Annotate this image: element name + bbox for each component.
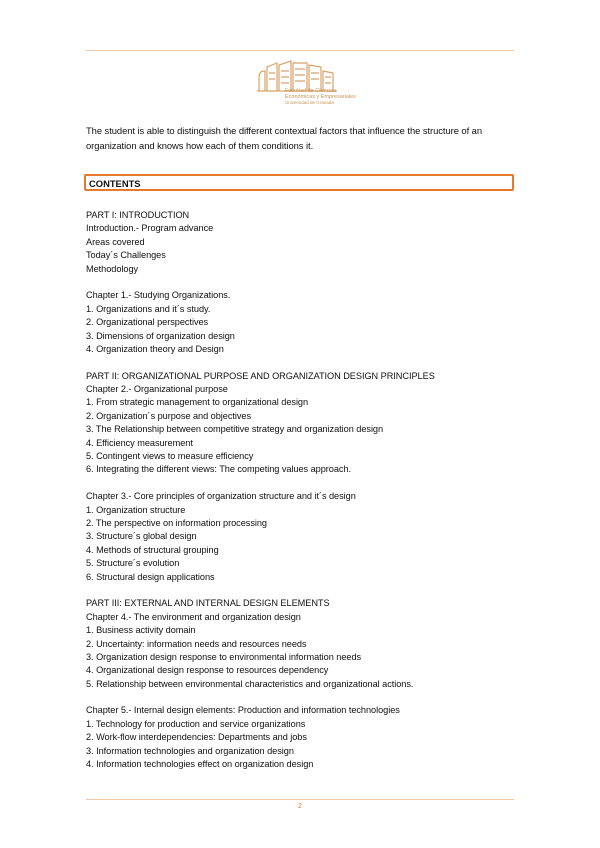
toc-line: 4. Methods of structural grouping: [86, 544, 219, 555]
toc-line: 4. Information technologies effect on organization design: [86, 759, 314, 770]
intro-paragraph: The student is able to distinguish the different contextual factors that influence the structure of an organization and knows how each of them conditions it.: [86, 125, 483, 151]
toc-line: Chapter 4.- The environment and organization design: [86, 611, 301, 622]
logo-text-line3: Universidad de Granada: [285, 100, 334, 105]
toc-spacer: [86, 477, 526, 490]
toc-line: Chapter 5.- Internal design elements: Production and information technologies: [86, 705, 400, 716]
toc-line: PART III: EXTERNAL AND INTERNAL DESIGN ELEMENTS: [86, 598, 330, 609]
toc-line: Today´s Challenges: [86, 250, 166, 261]
toc-line: PART I: INTRODUCTION: [86, 210, 190, 220]
toc-spacer: [86, 584, 526, 597]
toc-line: Chapter 1.- Studying Organizations.: [86, 290, 231, 301]
faculty-logo: [255, 59, 356, 109]
table-of-contents: [86, 209, 526, 771]
toc-line: 3. Dimensions of organization design: [86, 330, 235, 341]
contents-heading: CONTENTS: [89, 178, 141, 189]
page-number: 2: [298, 803, 302, 810]
toc-line: 4. Organization theory and Design: [86, 343, 224, 354]
toc-line: 2. Work-flow interdependencies: Departments and jobs: [86, 732, 307, 743]
toc-line: 2. Organizational perspectives: [86, 317, 209, 328]
toc-line: PART II: ORGANIZATIONAL PURPOSE AND ORGANIZATION DESIGN PRINCIPLES: [86, 370, 435, 381]
toc-line: 2. Uncertainty: information needs and resources needs: [86, 638, 307, 649]
toc-line: Methodology: [86, 263, 139, 274]
toc-spacer: [86, 276, 526, 289]
logo-text-line1: Facultad de Ciencias: [285, 88, 337, 94]
footer-rule: [86, 799, 514, 800]
toc-line: 5. Structure´s evolution: [86, 558, 180, 569]
logo-text-line2: Económicas y Empresariales: [285, 94, 356, 100]
header-rule: [86, 50, 514, 51]
toc-line: 1. Organization structure: [86, 504, 186, 515]
toc-line: 6. Integrating the different views: The competing values approach.: [86, 464, 352, 475]
toc-line: 4. Efficiency measurement: [86, 437, 193, 448]
toc-line: 5. Contingent views to measure efficiency: [86, 451, 254, 462]
toc-line: 2. The perspective on information processing: [86, 517, 267, 528]
toc-line: 2. Organization´s purpose and objectives: [86, 410, 252, 421]
toc-line: 1. From strategic management to organizational design: [86, 397, 309, 408]
toc-line: 5. Relationship between environmental characteristics and organizational actions.: [86, 678, 414, 689]
toc-line: Introduction.- Program advance: [86, 223, 214, 234]
toc-line: 3. Information technologies and organization design: [86, 745, 294, 756]
toc-spacer: [86, 691, 526, 704]
toc-line: Areas covered: [86, 236, 145, 247]
toc-line: 3. Structure´s global design: [86, 531, 197, 542]
toc-line: 3. The Relationship between competitive strategy and organization design: [86, 424, 384, 435]
toc-line: 3. Organization design response to environmental information needs: [86, 651, 362, 662]
toc-line: 6. Structural design applications: [86, 571, 215, 582]
toc-line: Chapter 2.- Organizational purpose: [86, 384, 228, 395]
contents-heading-box: [84, 174, 514, 191]
toc-line: Chapter 3.- Core principles of organization structure and it´s design: [86, 491, 356, 502]
toc-line: 1. Business activity domain: [86, 625, 196, 636]
toc-line: 4. Organizational design response to resources dependency: [86, 665, 329, 676]
toc-spacer: [86, 356, 526, 369]
toc-line: 1. Technology for production and service organizations: [86, 718, 306, 729]
toc-line: 1. Organizations and it´s study.: [86, 303, 211, 314]
